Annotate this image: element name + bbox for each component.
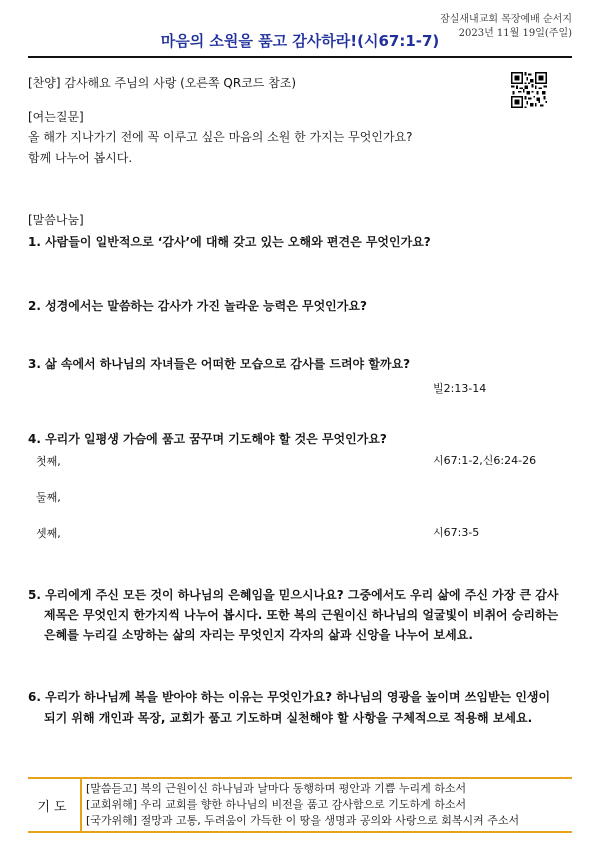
title-rule (28, 56, 572, 58)
question-5-line-2: 제목은 무엇인지 한가지씩 나누어 봅시다. 또한 복의 근원이신 하나님의 얼굴빛이 비취어 승리하는 (44, 608, 559, 622)
opening-line-2: 함께 나누어 봅시다. (28, 151, 133, 165)
question-4-first: 첫째, (36, 455, 61, 468)
question-4-first-reference: 시67:1-2,신6:24-26 (433, 454, 537, 467)
prayer-box (28, 777, 572, 833)
question-3: 3. 삶 속에서 하나님의 자녀들은 어떠한 모습으로 감사를 드려야 할까요? (28, 357, 411, 371)
prayer-line-3: [국가위해] 절망과 고통, 두려움이 가득한 이 땅을 생명과 공의와 사랑으로 회복시켜 주소서 (86, 814, 520, 827)
question-4-second: 둘째, (36, 491, 61, 504)
prayer-divider (80, 779, 82, 831)
prayer-lines (86, 781, 519, 829)
opening-heading: [여는질문] (28, 110, 84, 124)
question-4: 4. 우리가 일평생 가슴에 품고 꿈꾸며 기도해야 할 것은 무엇인가요? (28, 432, 387, 446)
question-2: 2. 성경에서는 말씀하는 감사가 가진 놀라운 능력은 무엇인가요? (28, 299, 367, 313)
question-4-third: 셋째, (36, 527, 61, 540)
question-6-line-2: 되기 위해 개인과 목장, 교회가 품고 기도하며 실천해야 할 사항을 구체적으로 적용해 보세요. (44, 711, 533, 725)
question-5-line-1: 5. 우리에게 주신 모든 것이 하나님의 은혜임을 믿으시나요? 그중에서도 우리 삶에 주신 가장 큰 감사 (28, 588, 559, 602)
question-1: 1. 사람들이 일반적으로 ‘감사’에 대해 갖고 있는 오해와 편견은 무엇인가요? (28, 235, 431, 249)
sharing-heading: [말씀나눔] (28, 213, 84, 227)
church-name: 잠실새내교회 목장예배 순서지 (440, 14, 572, 25)
question-5-line-3: 은혜를 누리길 소망하는 삶의 자리는 무엇인지 각자의 삶과 신앙을 나누어 보세요. (44, 628, 473, 642)
prayer-line-2: [교회위해] 우리 교회를 향한 하나님의 비전을 품고 감사함으로 기도하게 하소서 (86, 798, 467, 811)
opening-line-1: 올 해가 지나가기 전에 꼭 이루고 싶은 마음의 소원 한 가지는 무엇인가요? (28, 130, 413, 144)
service-date: 2023년 11월 19일(주일) (458, 28, 572, 39)
question-4-third-reference: 시67:3-5 (433, 526, 480, 539)
prayer-line-1: [말씀듣고] 복의 근원이신 하나님과 날마다 동행하며 평안과 기쁨 누리게 하소서 (86, 782, 467, 795)
question-3-reference: 빌2:13-14 (433, 382, 487, 395)
prayer-label: 기도 (37, 799, 71, 815)
qr-code-icon (511, 72, 547, 108)
hymn-line: [찬양] 감사해요 주님의 사랑 (오른쪽 QR코드 참조) (28, 76, 297, 90)
question-6-line-1: 6. 우리가 하나님께 복을 받아야 하는 이유는 무엇인가요? 하나님의 영광을 높이며 쓰임받는 인생이 (28, 690, 551, 704)
page-title: 마음의 소원을 품고 감사하라!(시67:1-7) (160, 32, 440, 50)
